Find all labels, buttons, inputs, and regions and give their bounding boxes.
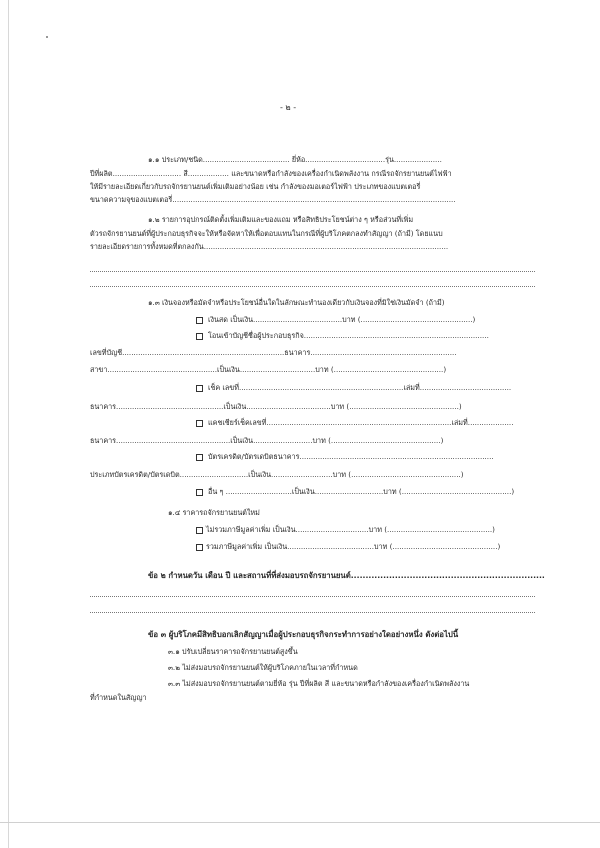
page-edge-left [8,0,9,848]
card-line: บัตรเครดิต/บัตรเดบิตธนาคาร..................................................................................... [208,452,494,461]
cash-line: เงินสด เป็นเงิน.......................................บาท (.................................................) [208,315,476,324]
transfer-line: โอนเข้าบัญชีชื่อผู้ประกอบธุรกิจ................................................................................. [208,331,489,340]
transfer-checkbox[interactable] [196,333,203,340]
account-number-line: เลขที่บัญชี.......................................................................ธนาคาร................................................................ [90,348,457,357]
cash-checkbox[interactable] [196,317,203,324]
item-1-1-line-2: ปีที่ผลิต.............................. สี.................. และขนาดหรือกำลังของเครื่องกำเนิดพลังงาน กรณีรถจักรยานยนต์ไฟฟ้า [90,169,452,178]
clause-3-item-2: ๓.๒ ไม่ส่งมอบรถจักรยานยนต์ให้ผู้บริโภคภายในเวลาที่กำหนด [168,663,358,672]
blank-line [90,271,535,272]
cashier-cheque-line: แคชเชียร์เช็คเลขที่.................................................................................เล่มที่.................... [208,418,514,427]
scan-speck [46,36,48,38]
clause-3-item-3-line-2: ที่กำหนดในสัญญา [90,693,147,702]
blank-line [90,286,535,287]
branch-line: สาขา................................................เป็นเงิน.................................บาท (................................................) [90,365,447,374]
item-1-1-line-1: ๑.๑ ประเภท/ชนิด...................................... ยี่ห้อ...................................รุ่น..................... [148,155,442,164]
cashier-cheque-checkbox[interactable] [196,420,203,427]
page-edge-bottom [0,822,600,823]
page-number: - ๒ - [280,103,297,112]
cheque-bank-line: ธนาคาร...............................................เป็นเงิน.....................................บาท (................................................) [90,402,462,411]
item-1-1-line-4: ขนาดความจุของแบตเตอรี่............................................................................................................................ [90,195,456,204]
blank-line [90,596,535,597]
cheque-checkbox[interactable] [196,385,203,392]
include-vat-checkbox[interactable] [196,544,203,551]
clause-3-item-1: ๓.๑ ปรับเปลี่ยนราคารถจักรยานยนต์สูงขึ้น [168,647,298,656]
item-1-4-heading: ๑.๔ ราคารถจักรยานยนต์ใหม่ [168,508,260,517]
other-checkbox[interactable] [196,489,203,496]
clause-3-heading: ข้อ ๓ ผู้บริโภคมีสิทธิบอกเลิกสัญญาเมื่อผู้ประกอบธุรกิจกระทำการอย่างใดอย่างหนึ่ง ดังต่อไปนี้ [148,630,459,639]
blank-line [90,612,535,613]
clause-3-item-3-line-1: ๓.๓ ไม่ส่งมอบรถจักรยานยนต์ตามยี่ห้อ รุ่น ปีที่ผลิต สี และขนาดหรือกำลังของเครื่องกำเนิดพลังงาน [168,679,470,688]
item-1-3-heading: ๑.๓ เงินจองหรือมัดจำหรือประโยชน์อื่นใดในลักษณะทำนองเดียวกับเงินจองที่มิใช่เงินมัดจำ (ถ้ามี) [148,298,445,307]
clause-2-heading: ข้อ ๒ กำหนดวัน เดือน ปี และสถานที่ที่ส่งมอบรถจักรยานยนต์.................................................................. [148,571,545,580]
card-checkbox[interactable] [196,454,203,461]
item-1-2-line-1: ๑.๒ รายการอุปกรณ์ติดตั้งเพิ่มเติมและของแถม หรือสิทธิประโยชน์ต่าง ๆ หรือส่วนที่เพิ่ม [148,215,414,224]
card-type-line: ประเภทบัตรเครดิต/บัตรเดบิต..............................เป็นเงิน...........................บาท (................................................) [90,470,464,479]
other-line: อื่น ๆ .............................เป็นเงิน..............................บาท (................................................) [208,487,515,496]
include-vat-line: รวมภาษีมูลค่าเพิ่ม เป็นเงิน......................................บาท (..............................................) [206,542,501,551]
item-1-2-line-3: รายละเอียดรายการทั้งหมดที่ตกลงกัน........................................................................................................... [90,242,449,251]
item-1-2-line-2: ตัวรถจักรยานยนต์ที่ผู้ประกอบธุรกิจจะให้หรือจัดหาให้เพื่อตอบแทนในกรณีที่ผู้บริโภคตกลงทำสัญญา (ถ้ามี) โดยแนบ [90,229,443,238]
cashier-bank-line: ธนาคาร..................................................เป็นเงิน..........................บาท (................................................) [90,436,444,445]
exclude-vat-checkbox[interactable] [196,527,203,534]
item-1-1-line-3: ให้มีรายละเอียดเกี่ยวกับรถจักรยานยนต์เพิ่มเติมอย่างน้อย เช่น กำลังของมอเตอร์ไฟฟ้า ประเภทของแบตเตอรี่ [90,182,421,191]
exclude-vat-line: ไม่รวมภาษีมูลค่าเพิ่ม เป็นเงิน................................บาท (..............................................) [206,525,495,534]
cheque-line: เช็ค เลขที่........................................................................เล่มที่........................................ [208,383,512,392]
